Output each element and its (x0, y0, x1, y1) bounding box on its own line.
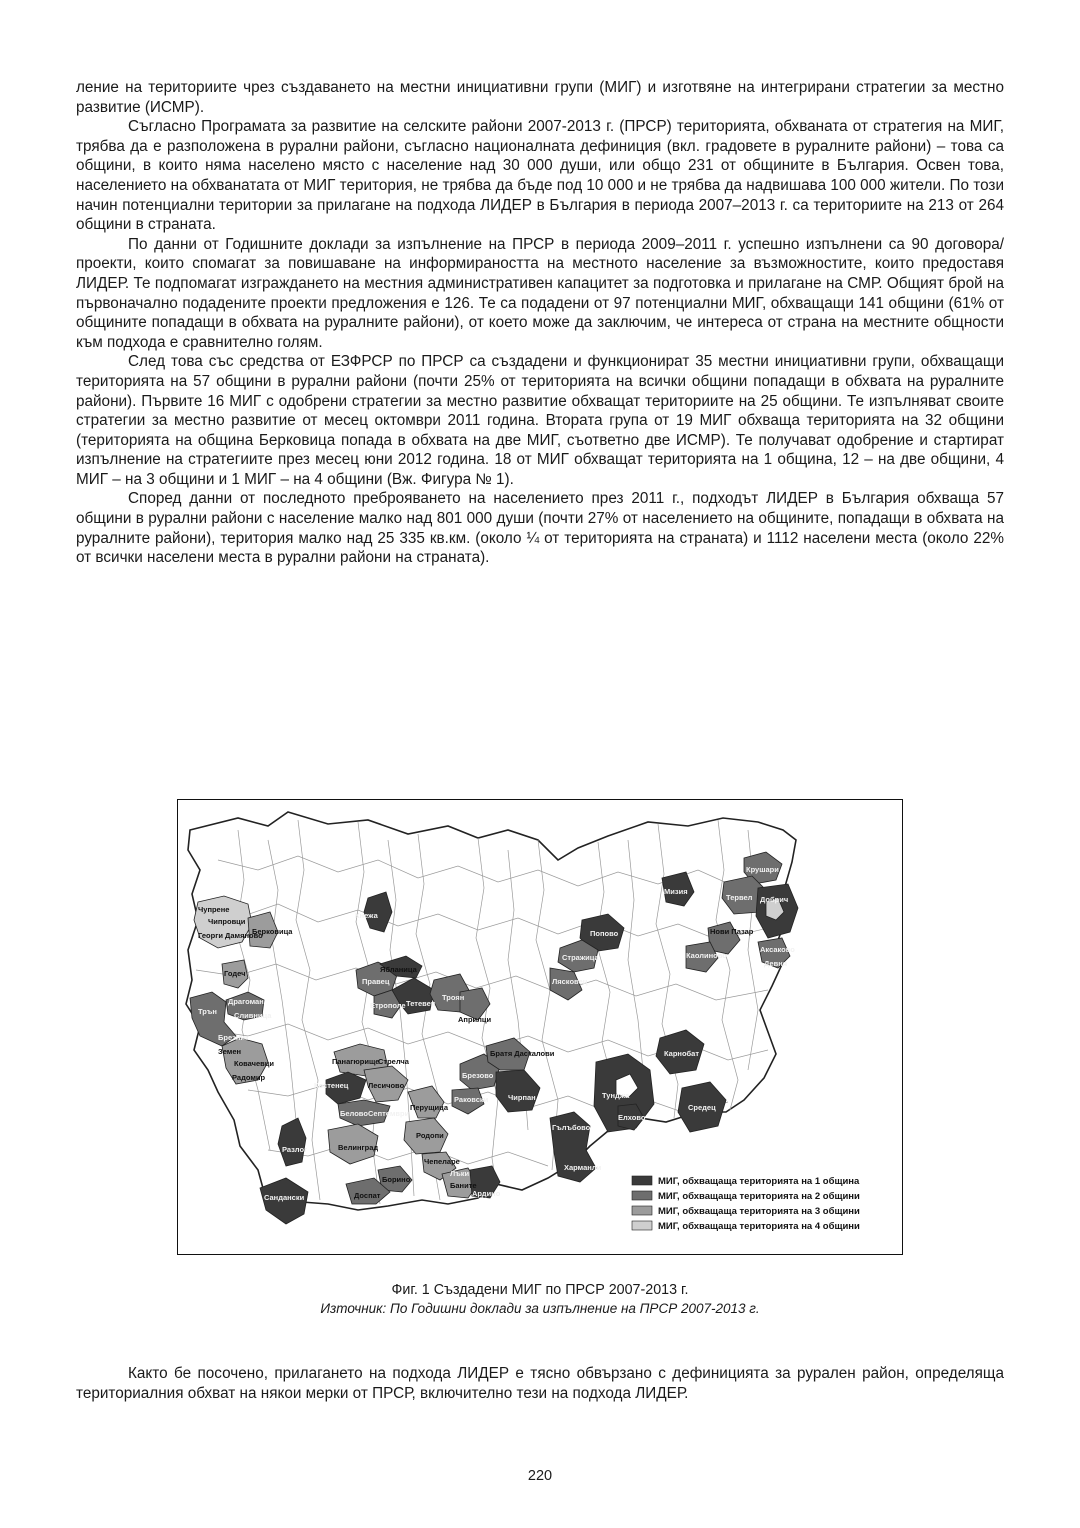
place-label: Доспат (354, 1191, 381, 1200)
place-label: Берковица (252, 927, 293, 936)
place-label: Радомир (232, 1073, 266, 1082)
country-outline (186, 812, 796, 1210)
place-label: Гълъбово (552, 1123, 591, 1132)
place-label: Братя Даскалови (490, 1049, 555, 1058)
place-label: Девня (764, 959, 788, 968)
map-legend (632, 1176, 860, 1232)
figure-map (177, 799, 903, 1255)
place-label: Панагюрище (332, 1057, 380, 1066)
legend-label-1: МИГ, обхващаща територията на 1 община (658, 1176, 860, 1187)
body-text-bottom (76, 1364, 1004, 1403)
place-label: Лясковец (552, 977, 588, 986)
place-label: Георги Дамяново (198, 931, 263, 940)
place-label: Тервел (726, 893, 753, 902)
place-label: Попово (590, 929, 619, 938)
legend-label-3: МИГ, обхващаща територията на 3 общини (658, 1206, 860, 1217)
place-label: Ардино (472, 1189, 501, 1198)
place-label: Мизия (664, 887, 688, 896)
place-label: Трън (198, 1007, 217, 1016)
place-label: Добрич (760, 895, 789, 904)
place-label: Чирпан (508, 1093, 536, 1102)
place-label: Разлог (282, 1145, 308, 1154)
place-label: Раковски (454, 1095, 489, 1104)
bulgaria-lag-map (178, 800, 902, 1254)
place-label: Борино (382, 1175, 411, 1184)
place-label: Земен (218, 1047, 242, 1056)
legend-label-2: МИГ, обхващаща територията на 2 общини (658, 1191, 860, 1202)
paragraph: Съгласно Програмата за развитие на селските райони 2007-2013 г. (ПРСР) територията, обхваната от стратегия на МИГ, трябва да е разположена в рурални райони, съгласно националната дефиниция (вкл. градовете в руралните райони) – това са общини, в които няма населено място с население над 30 000 души, или общо 231 от общините в България. Освен това, населението на обхванатата от МИГ територия, не трябва да бъде под 10 000 и не трябва да надвишава 100 000 жители. По този начин потенциални територии за прилагане на подхода ЛИДЕР в България в периода 2007–2013 г. са териториите на 213 от 264 общини в страната. (76, 118, 1004, 234)
place-label: Сливница (234, 1011, 272, 1020)
legend-swatch-3 (632, 1206, 652, 1215)
place-label: Родопи (416, 1131, 444, 1140)
paragraph: По данни от Годишните доклади за изпълнение на ПРСР в периода 2009–2011 г. успешно изпълнени са 90 договора/проекти, които спомагат за повишаване на информираността на местното население за възможностите, които предоставя ЛИДЕР. Те подпомагат изграждането на местния административен капацитет за подготовка и прилагане на СМР. Общият брой на първоначално подадените проекти предложения е 126. Те са подадени от 97 потенциални МИГ, обхващащи 141 общини (61% от общините попадащи в обхвата на руралните райони), от което може да заключим, че интереса от страна на местните общности към подхода е сравнително голям. (76, 235, 1004, 351)
place-label: Костенец (314, 1081, 349, 1090)
paragraph: ление на териториите чрез създаването на местни инициативни групи (МИГ) и изготвяне на интегрирани стратегии за местно развитие (ИСМР). (76, 79, 1004, 116)
paragraph: Според данни от последното преброяването на населението през 2011 г., подходът ЛИДЕР в България обхваща 57 общини в рурални райони с население малко над 801 000 души (почти 27% от населението на общините, попадащи в обхвата на руралните райони), територия малко над 25 335 кв.км. (около ¼ от територията на страната) и 1112 населени места (около 22% от всички населени места в рурални райони на страната). (76, 490, 1004, 567)
place-label: Драгоман (228, 997, 264, 1006)
legend-swatch-1 (632, 1176, 652, 1185)
place-label: Кнежа (355, 911, 378, 920)
place-label: Аксаково (760, 945, 795, 954)
place-label: Годеч (224, 969, 246, 978)
place-label: Средец (688, 1103, 716, 1112)
place-label: Харманли (564, 1163, 602, 1172)
place-label: Лъки (450, 1169, 470, 1178)
place-label: Сандански (264, 1193, 305, 1202)
place-label: Чупрене (198, 905, 230, 914)
place-label: Тетевен (406, 999, 436, 1008)
place-label: Тунджа (602, 1091, 630, 1100)
place-label: Априлци (458, 1015, 492, 1024)
paragraph: След това със средства от ЕЗФРСР по ПРСР са създадени и функционират 35 местни инициативни групи, обхващащи територията на 57 общини в рурални райони (почти 25% от територията на всички общини попадащи в обхвата на руралните райони). Първите 16 МИГ с одобрени стратегии за местно развитие обхващат териториите на 25 общини. Те изпълняват своите стратегии за местно развитие от месец октомври 2011 година. Втората група от 19 МИГ обхваща територията на 32 общини (територията на община Берковица попада в обхвата на две МИГ, съответно две ИСМР). Те получават одобрение и стартират изпълнение на стратегиите през месец юни 2012 година. 18 от МИГ обхващат територията на 1 община, 12 – на две общини, 4 МИГ – на 3 общини и 1 МИГ – на 4 общини (Вж. Фигура № 1). (76, 353, 1004, 488)
place-label: Брезник (218, 1033, 249, 1042)
place-label: Ковачевци (234, 1059, 275, 1068)
place-label: Нови Пазар (710, 927, 754, 936)
place-label: Етрополе (370, 1001, 406, 1010)
paragraph: Както бе посочено, прилагането на подхода ЛИДЕР е тясно обвързано с дефиницията за рурален район, определяща териториалния обхват на някои мерки от ПРСР, включително тези на подхода ЛИДЕР. (76, 1365, 1004, 1402)
body-text-top (76, 78, 1004, 568)
place-label: Чепеларе (424, 1157, 460, 1166)
place-label: Баните (450, 1181, 477, 1190)
place-label: Правец (362, 977, 390, 986)
legend-swatch-4 (632, 1221, 652, 1230)
legend-swatch-2 (632, 1191, 652, 1200)
place-label: Велинград (338, 1143, 379, 1152)
place-label: Септември (368, 1109, 410, 1118)
figure-source: Източник: По Годишни доклади за изпълнение на ПРСР 2007-2013 г. (320, 1301, 760, 1316)
figure-caption: Фиг. 1 Създадени МИГ по ПРСР 2007-2013 г. (391, 1282, 689, 1298)
place-label: Крушари (746, 865, 779, 874)
place-label: Ябланица (380, 965, 417, 974)
page-number: 220 (527, 1468, 553, 1484)
place-label: Каолиново (686, 951, 727, 960)
place-label: Карнобат (664, 1049, 700, 1058)
place-label: Стрелча (378, 1057, 409, 1066)
place-label: Брезово (462, 1071, 494, 1080)
legend-label-4: МИГ, обхващаща територията на 4 общини (658, 1221, 860, 1232)
place-label: Елхово (618, 1113, 646, 1122)
place-label: Белово (340, 1109, 368, 1118)
place-label: Стражица (562, 953, 599, 962)
place-label: Чипровци (208, 917, 246, 926)
place-label: Троян (442, 993, 465, 1002)
place-label: Перущица (410, 1103, 449, 1112)
place-label: Лесичово (368, 1081, 405, 1090)
